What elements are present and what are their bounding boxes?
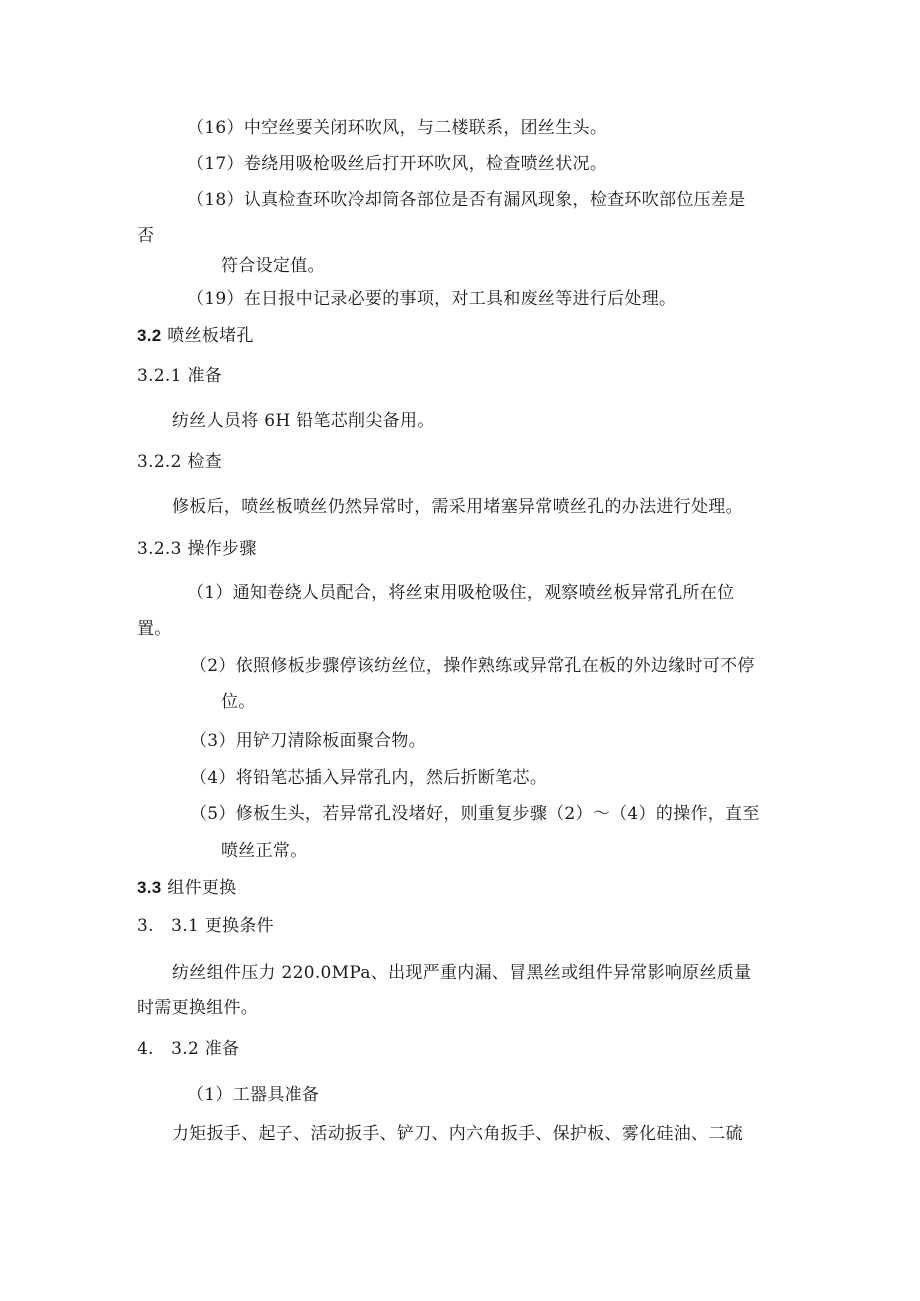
section-title: 组件更换: [167, 878, 237, 898]
list-item-17: （17）卷绕用吸枪吸丝后打开环吹风，检查喷丝状况。: [187, 154, 608, 174]
list-item-18-line2: 否: [137, 226, 155, 246]
paragraph-replace-condition-line1: 纺丝组件压力 220.0MPa、出现严重内漏、冒黑丝或组件异常影响原丝质量: [172, 963, 752, 983]
step-3: （3）用铲刀清除板面聚合物。: [190, 731, 427, 751]
step-1-line1: （1）通知卷绕人员配合，将丝束用吸枪吸住，观察喷丝板异常孔所在位: [187, 583, 735, 603]
section-heading-3-3: [137, 876, 236, 900]
section-title: 喷丝板堵孔: [167, 326, 254, 346]
step-1-line2: 置。: [137, 619, 172, 639]
section-number: 3.3: [137, 878, 162, 897]
paragraph-check: 修板后，喷丝板喷丝仍然异常时，需采用堵塞异常喷丝孔的办法进行处理。: [172, 497, 743, 517]
list-item-16: （16）中空丝要关闭环吹风，与二楼联系，团丝生头。: [187, 118, 608, 138]
step-5-line2: 喷丝正常。: [221, 841, 308, 861]
step-4: （4）将铅笔芯插入异常孔内，然后折断笔芯。: [190, 768, 548, 788]
tools-heading: （1）工器具准备: [187, 1085, 320, 1105]
step-2-line1: （2）依照修板步骤停该纺丝位，操作熟练或异常孔在板的外边缘时可不停: [190, 656, 755, 676]
paragraph-prepare: 纺丝人员将 6H 铅笔芯削尖备用。: [172, 411, 435, 431]
list-item-18-line1: （18）认真检查环吹冷却筒各部位是否有漏风现象，检查环吹部位压差是: [187, 190, 746, 210]
section-number: 3.2: [137, 326, 162, 345]
subsection-heading-3-3-2: 4. 3.2 准备: [137, 1039, 240, 1059]
subsection-heading-3-2-1: 3.2.1 准备: [137, 366, 223, 386]
step-5-line1: （5）修板生头，若异常孔没堵好，则重复步骤（2）～（4）的操作，直至: [190, 804, 760, 824]
subsection-heading-3-2-2: 3.2.2 检查: [137, 452, 223, 472]
subsection-heading-3-3-1: 3. 3.1 更换条件: [137, 916, 274, 936]
section-heading-3-2: [137, 324, 254, 348]
subsection-heading-3-2-3: 3.2.3 操作步骤: [137, 539, 257, 559]
tools-list: 力矩扳手、起子、活动扳手、铲刀、内六角扳手、保护板、雾化硅油、二硫: [172, 1124, 743, 1144]
paragraph-replace-condition-line2: 时需更换组件。: [137, 998, 259, 1018]
list-item-18-line3: 符合设定值。: [221, 256, 325, 276]
step-2-line2: 位。: [221, 692, 256, 712]
list-item-19: （19）在日报中记录必要的事项，对工具和废丝等进行后处理。: [187, 289, 677, 309]
